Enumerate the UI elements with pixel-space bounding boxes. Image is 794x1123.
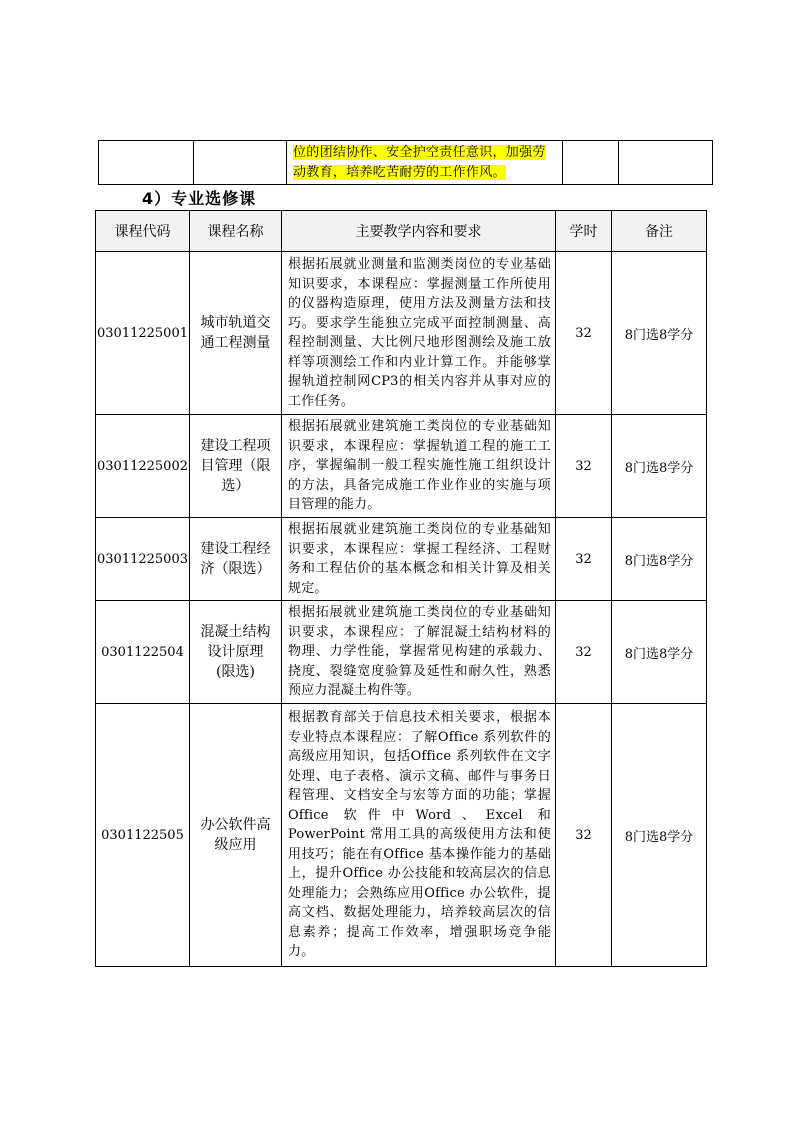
header-course-code: 课程代码 (96, 211, 190, 252)
course-note: 8门选8学分 (612, 252, 707, 415)
course-note: 8门选8学分 (612, 601, 707, 704)
elective-courses-table (95, 210, 707, 967)
course-hours: 32 (556, 252, 612, 415)
header-content: 主要教学内容和要求 (282, 211, 556, 252)
course-name: 办公软件高级应用 (190, 704, 282, 967)
course-content: 根据拓展就业测量和监测类岗位的专业基础知识要求，本课程应：掌握测量工作所使用的仪器构造原理，使用方法及测量方法和技巧。要求学生能独立完成平面控制测量、高程控制测量、大比例尺地形图测绘及施工放样等项测绘工作和内业计算工作。并能够掌握轨道控制网CP3的相关内容并从事对应的工作任务。 (282, 252, 556, 415)
highlighted-text-line: 位的团结协作、安全护空责任意识，加强劳 (293, 145, 546, 160)
course-content: 根据拓展就业建筑施工类岗位的专业基础知识要求，本课程应：了解混凝土结构材料的物理、力学性能，掌握常见构建的承载力、挠度、裂缝宽度验算及延性和耐久性，熟悉预应力混凝土构件等。 (282, 601, 556, 704)
table-row (96, 518, 707, 601)
course-code: 03011225002 (96, 415, 190, 518)
table-row (96, 415, 707, 518)
course-content: 根据教育部关于信息技术相关要求，根据本专业特点本课程应：了解Office 系列软件的高级应用知识，包括Office 系列软件在文字处理、电子表格、演示文稿、邮件与事务日程管理、文档安全与宏等方面的功能；掌握Office 软件中Word、Excel 和PowerPoint 常用工具的高级使用方法和使用技巧；能在有Office 基本操作能力的基础上，提升Office 办公技能和较高层次的信息处理能力；会熟练应用Office 办公软件，提高文档、数据处理能力，培养较高层次的信息素养；提高工作效率，增强职场竞争能力。 (282, 704, 556, 967)
course-note: 8门选8学分 (612, 415, 707, 518)
course-content: 根据拓展就业建筑施工类岗位的专业基础知识要求，本课程应：掌握工程经济、工程财务和工程估价的基本概念和相关计算及相关规定。 (282, 518, 556, 601)
course-note: 8门选8学分 (612, 704, 707, 967)
section-heading: 4）专业选修课 (142, 189, 257, 208)
course-code: 03011225003 (96, 518, 190, 601)
table-row (96, 704, 707, 967)
course-hours: 32 (556, 704, 612, 967)
table-row (96, 252, 707, 415)
highlighted-text-line: 动教育，培养吃苦耐劳的工作作风。 (293, 165, 506, 180)
course-name: 建设工程经济（限选） (190, 518, 282, 601)
header-note: 备注 (612, 211, 707, 252)
header-course-name: 课程名称 (190, 211, 282, 252)
table-header-row (96, 211, 707, 252)
course-code: 0301122505 (96, 704, 190, 967)
highlighted-text-cell (287, 141, 563, 185)
empty-cell (99, 141, 194, 185)
continuation-table (98, 140, 713, 185)
course-hours: 32 (556, 518, 612, 601)
course-name: 混凝土结构设计原理(限选) (190, 601, 282, 704)
course-name: 城市轨道交通工程测量 (190, 252, 282, 415)
header-hours: 学时 (556, 211, 612, 252)
course-note: 8门选8学分 (612, 518, 707, 601)
course-code: 0301122504 (96, 601, 190, 704)
course-code: 03011225001 (96, 252, 190, 415)
course-name: 建设工程项目管理（限选） (190, 415, 282, 518)
course-hours: 32 (556, 601, 612, 704)
table-row (99, 141, 713, 185)
course-hours: 32 (556, 415, 612, 518)
table-row (96, 601, 707, 704)
empty-cell (619, 141, 713, 185)
empty-cell (194, 141, 287, 185)
empty-cell (563, 141, 619, 185)
course-content: 根据拓展就业建筑施工类岗位的专业基础知识要求，本课程应：掌握轨道工程的施工工序，掌握编制一般工程实施性施工组织设计的方法，具备完成施工作业作业的实施与项目管理的能力。 (282, 415, 556, 518)
